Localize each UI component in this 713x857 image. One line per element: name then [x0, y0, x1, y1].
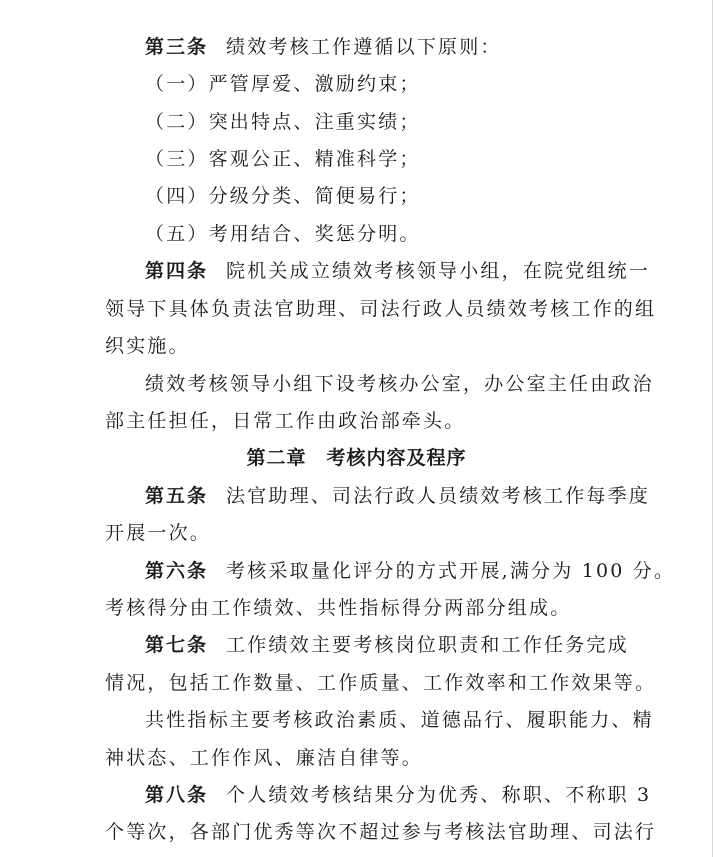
chapter-number: 第二章 [246, 447, 307, 469]
article-4-para2-line-1: 绩效考核领导小组下设考核办公室，办公室主任由政治 [145, 373, 654, 395]
article-4-line-3: 织实施。 [105, 335, 190, 357]
principle-item-3: （三）客观公正、精准科学； [145, 148, 421, 170]
article-5-line-1 [145, 484, 650, 508]
principle-item-5: （五）考用结合、奖惩分明。 [145, 223, 421, 245]
article-4-text-1: 院机关成立绩效考核领导小组，在院党组统一 [226, 260, 651, 282]
article-6-line-2: 考核得分由工作绩效、共性指标得分两部分组成。 [105, 597, 572, 619]
article-4-head: 第四条 [145, 260, 209, 282]
article-5-text-1: 法官助理、司法行政人员绩效考核工作每季度 [226, 485, 651, 507]
chapter-heading [0, 446, 713, 470]
principle-item-1: （一）严管厚爱、激励约束； [145, 73, 421, 95]
article-6-head: 第六条 [145, 560, 209, 582]
article-7-line-1 [145, 633, 629, 657]
article-7-text-1: 工作绩效主要考核岗位职责和工作任务完成 [226, 634, 629, 656]
principle-item-2: （二）突出特点、注重实绩； [145, 111, 421, 133]
article-3-text: 绩效考核工作遵循以下原则： [226, 36, 502, 58]
article-8-head: 第八条 [145, 784, 209, 806]
article-4-line-1 [145, 259, 650, 283]
article-7-para2-line-2: 神状态、工作作风、廉洁自律等。 [105, 747, 424, 769]
article-4-line-2: 领导下具体负责法官助理、司法行政人员绩效考核工作的组 [105, 298, 657, 320]
article-5-head: 第五条 [145, 485, 209, 507]
article-7-para2-line-1: 共性指标主要考核政治素质、道德品行、履职能力、精 [145, 709, 654, 731]
article-4-para2-line-2: 部主任担任，日常工作由政治部牵头。 [105, 410, 466, 432]
article-8-line-1 [145, 783, 651, 807]
article-8-line-2: 个等次，各部门优秀等次不超过参与考核法官助理、司法行 [105, 821, 657, 843]
article-3-heading-line [145, 35, 502, 59]
article-3-head: 第三条 [145, 36, 209, 58]
article-6-text-1: 考核采取量化评分的方式开展,满分为 100 分。 [226, 560, 676, 582]
article-8-text-1: 个人绩效考核结果分为优秀、称职、不称职 3 [226, 784, 652, 806]
article-5-line-2: 开展一次。 [105, 522, 212, 544]
article-6-line-1 [145, 559, 675, 583]
article-7-line-2: 情况，包括工作数量、工作质量、工作效率和工作效果等。 [105, 672, 657, 694]
article-7-head: 第七条 [145, 634, 209, 656]
principle-item-4: （四）分级分类、简便易行； [145, 185, 421, 207]
chapter-title: 考核内容及程序 [326, 447, 467, 469]
